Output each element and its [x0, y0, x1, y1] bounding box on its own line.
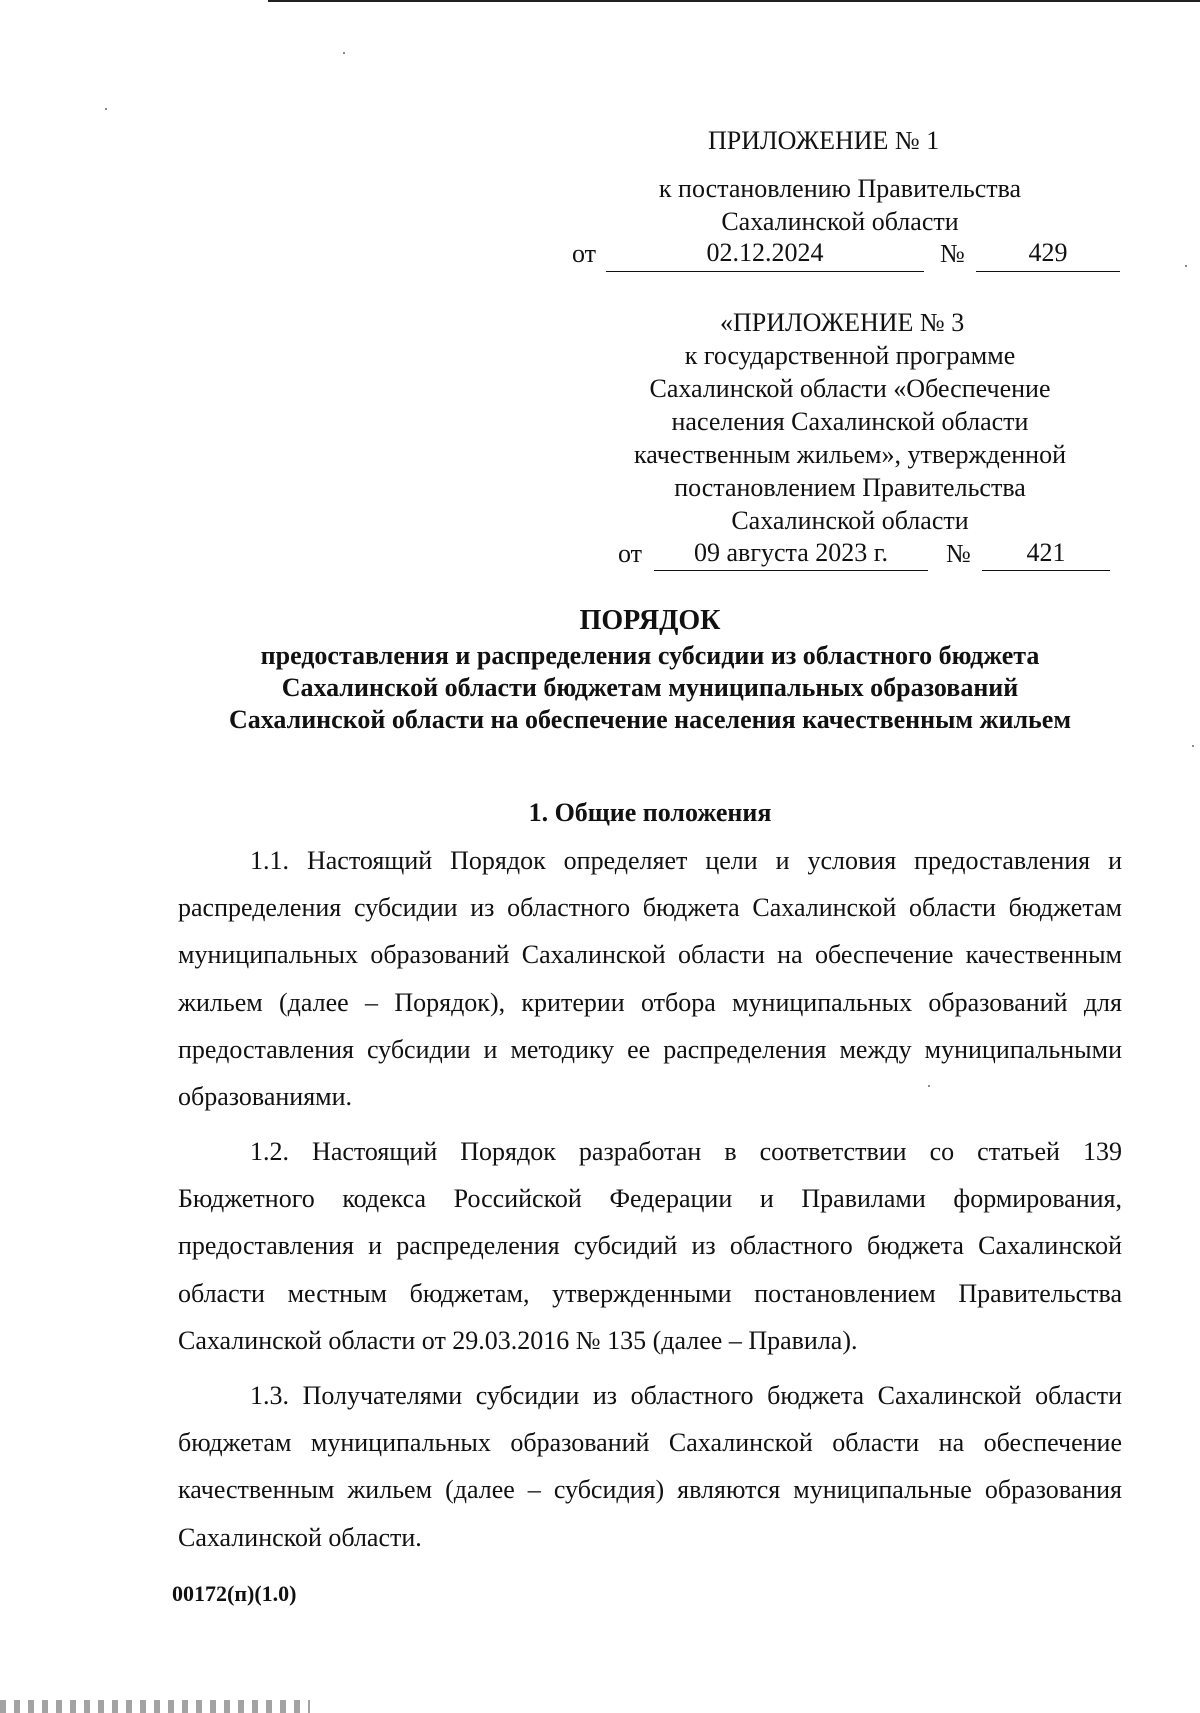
document-code: 00172(п)(1.0): [172, 1581, 297, 1606]
appendix3-number-underline: [982, 570, 1110, 571]
scan-speck: [105, 108, 107, 110]
appendix3-line: постановлением Правительства: [674, 473, 1026, 502]
appendix1-date: 02.12.2024: [706, 238, 824, 267]
appendix3-line: населения Сахалинской области: [671, 407, 1029, 436]
document-subtitle-line: предоставления и распределения субсидии из областного бюджета: [260, 641, 1040, 670]
section-title: 1. Общие положения: [528, 798, 772, 827]
appendix3-line: Сахалинской области «Обеспечение: [649, 374, 1051, 403]
scan-speck: [1185, 265, 1187, 267]
scan-bottom-artifact: [0, 1700, 310, 1713]
appendix3-number-label: №: [946, 539, 971, 568]
appendix1-line1: к постановлению Правительства: [658, 174, 1022, 203]
appendix3-line: качественным жильем», утвержденной: [633, 440, 1067, 469]
document-subtitle-line: Сахалинской области на обеспечение населения качественным жильем: [228, 705, 1072, 734]
document-subtitle-line: Сахалинской области бюджетам муниципальных образований: [281, 673, 1019, 702]
appendix3-line: к государственной программе: [684, 341, 1016, 370]
appendix3-date-underline: [654, 570, 928, 571]
appendix1-line2: Сахалинской области: [721, 207, 959, 236]
appendix3-number: 421: [1026, 538, 1066, 567]
appendix1-number-label: №: [940, 239, 965, 268]
paragraph-1-2: [178, 1128, 1122, 1364]
appendix3-date: 09 августа 2023 г.: [694, 538, 888, 567]
appendix1-title: ПРИЛОЖЕНИЕ № 1: [708, 126, 940, 155]
appendix3-from-label: от: [618, 539, 643, 568]
document-title: ПОРЯДОК: [579, 605, 721, 636]
paragraph-text: 1.2. Настоящий Порядок разработан в соответствии со статьей 139 Бюджетного кодекса Российской Федерации и Правилами формирования, предоставления и распределения субсидий из областного бюджета Сахалинской области местным бюджетам, утвержденными постановлением Правительства Сахалинской области от 29.03.2016 № 135 (далее – Правила).: [178, 1137, 1122, 1355]
appendix1-number-underline: [976, 271, 1120, 272]
paragraph-1-1: [178, 837, 1122, 1120]
appendix3-line: Сахалинской области: [731, 506, 969, 535]
appendix1-number: 429: [1028, 238, 1068, 267]
paragraph-text: 1.3. Получателями субсидии из областного бюджета Сахалинской области бюджетам муниципальных образований Сахалинской области на обеспечение качественным жильем (далее – субсидия) являются муниципальные образования Сахалинской области.: [178, 1381, 1122, 1552]
paragraph-text: 1.1. Настоящий Порядок определяет цели и условия предоставления и распределения субсидии из областного бюджета Сахалинской области бюджетам муниципальных образований Сахалинской области на обеспечение качественным жильем (далее – Порядок), критерии отбора муниципальных образований для предоставления субсидии и методику ее распределения между муниципальными образованиями.: [178, 846, 1122, 1112]
scan-top-border: [268, 0, 1200, 2]
appendix1-from-label: от: [572, 239, 597, 268]
scan-speck: [343, 52, 345, 54]
appendix3-title: «ПРИЛОЖЕНИЕ № 3: [720, 308, 965, 337]
appendix1-date-underline: [606, 271, 924, 272]
paragraph-1-3: [178, 1372, 1122, 1561]
scan-speck: [1192, 745, 1194, 747]
